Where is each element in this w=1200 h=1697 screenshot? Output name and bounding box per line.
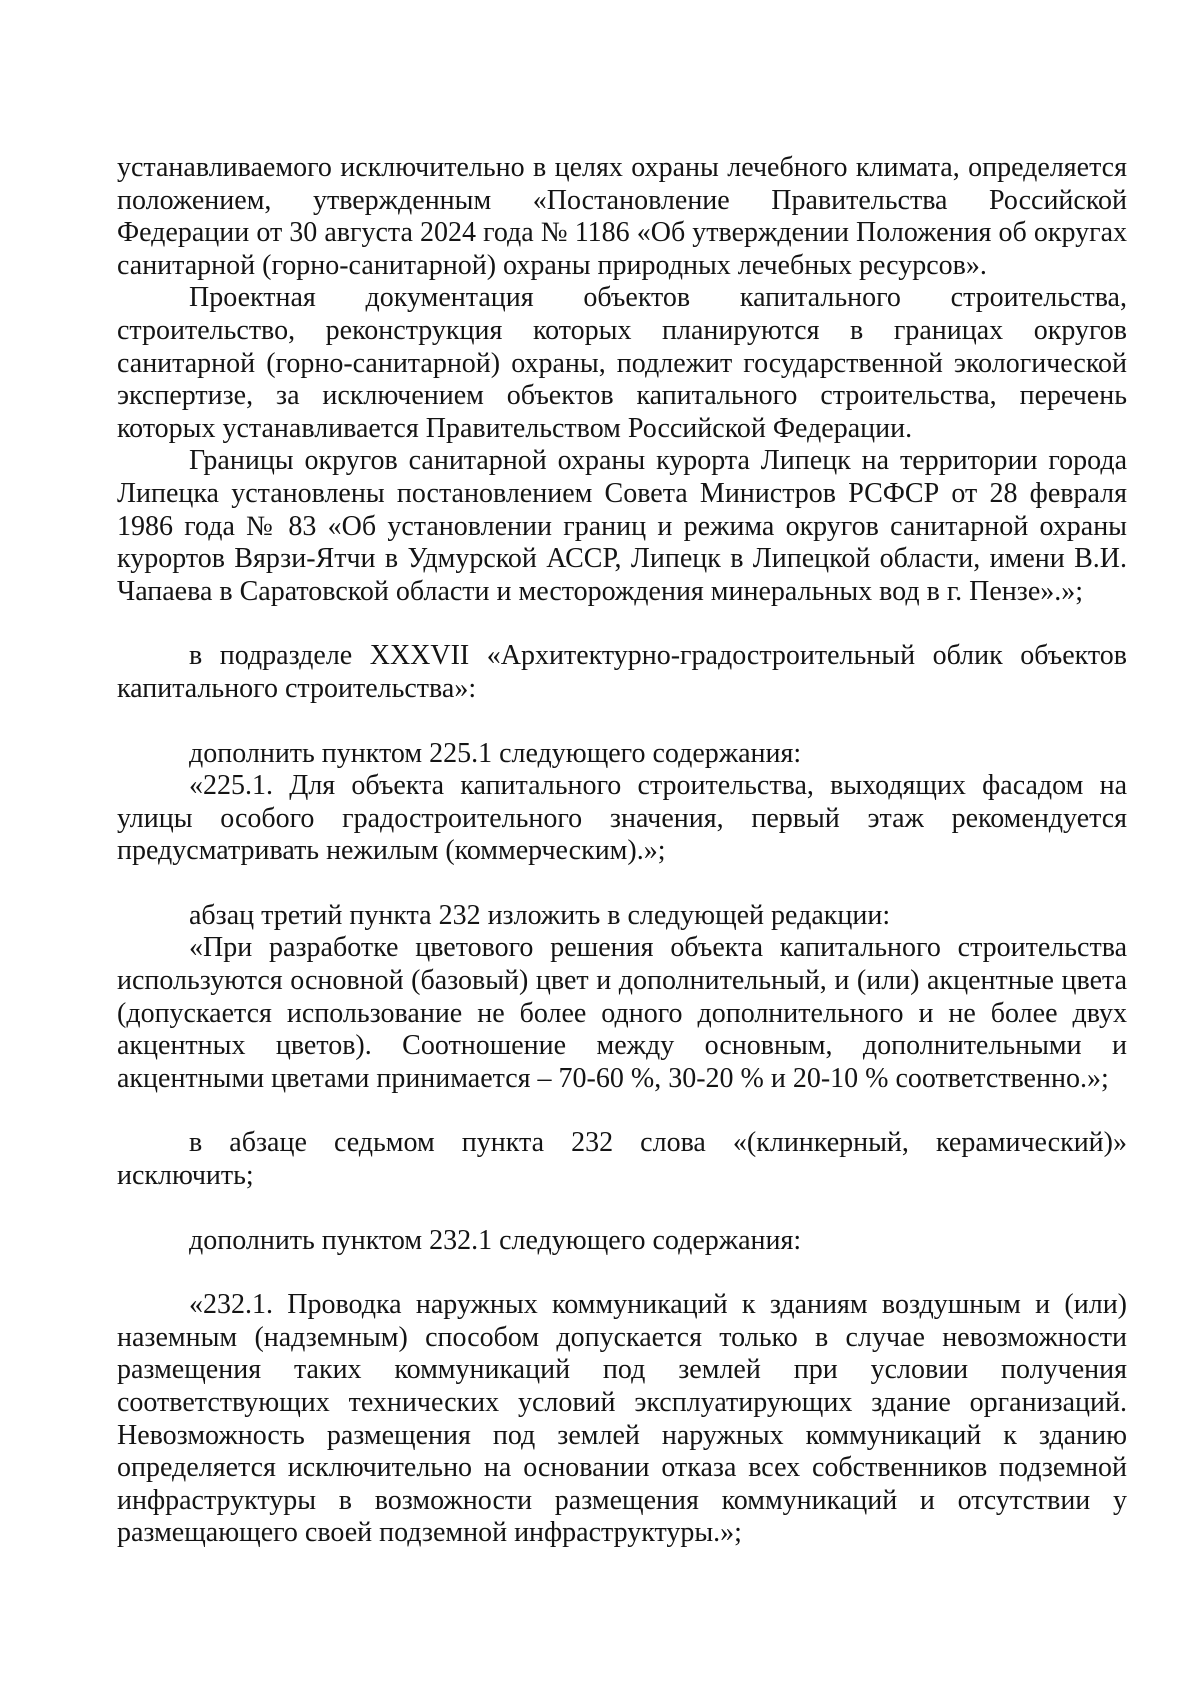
paragraph-sanitary-climate: устанавливаемого исключительно в целях охраны лечебного климата, определяется положением, утвержденным «Постановление Правительства Российской Федерации от 30 августа 2024 года № 1186 «Об утверждении Положения об округах санитарной (горно-санитарной) охраны природных лечебных ресурсов». [117,152,1127,281]
paragraph-232-color-text: «При разработке цветового решения объекта капитального строительства используются основной (базовый) цвет и дополнительный, и (или) акцентные цвета (допускается использование не более одного дополнительного и не более двух акцентных цветов). Соотношение между основным, дополнительными и акцентными цветами принимается – 70-60 %, 30-20 % и 20-10 % соответственно.»; [117,932,1127,1094]
paragraph-add-232-1: дополнить пунктом 232.1 следующего содержания: [189,1224,802,1256]
paragraph-225-1-text: «225.1. Для объекта капитального строительства, выходящих фасадом на улицы особого градостроительного значения, первый этаж рекомендуется предусматривать нежилым (коммерческим).»; [117,770,1127,867]
paragraph-subsection-xxxvii: в подразделе XXXVII «Архитектурно-градостроительный облик объектов капитального строительства»: [117,640,1127,704]
paragraph-lipetsk-boundaries: Границы округов санитарной охраны курорта Липецк на территории города Липецка установлены постановлением Совета Министров РСФСР от 28 февраля 1986 года № 83 «Об установлении границ и режима округов санитарной охраны курортов Вярзи-Ятчи в Удмурской АССР, Липецк в Липецкой области, имени В.И. Чапаева в Саратовской области и месторождения минеральных вод в г. Пензе».»; [117,445,1127,607]
paragraph-project-documentation: Проектная документация объектов капитального строительства, строительство, реконструкция которых планируются в границах округов санитарной (горно-санитарной) охраны, подлежит государственной экологической экспертизе, за исключением объектов капитального строительства, перечень которых устанавливается Правительством Российской Федерации. [117,282,1127,444]
paragraph-232-1-text: «232.1. Проводка наружных коммуникаций к зданиям воздушным и (или) наземным (надземным) способом допускается только в случае невозможности размещения таких коммуникаций под землей при условии получения соответствующих технических условий эксплуатирующих здание организаций. Невозможность размещения под землей наружных коммуникаций к зданию определяется исключительно на основании отказа всех собственников подземной инфраструктуры в возможности размещения коммуникаций и отсутствии у размещающего своей подземной инфраструктуры.»; [117,1289,1127,1549]
paragraph-232-seventh: в абзаце седьмом пункта 232 слова «(клинкерный, керамический)» исключить; [117,1127,1127,1192]
paragraph-add-225-1: дополнить пунктом 225.1 следующего содержания: [189,737,802,769]
document-body [117,152,1127,1550]
paragraph-232-third: абзац третий пункта 232 изложить в следующей редакции: [189,899,891,931]
